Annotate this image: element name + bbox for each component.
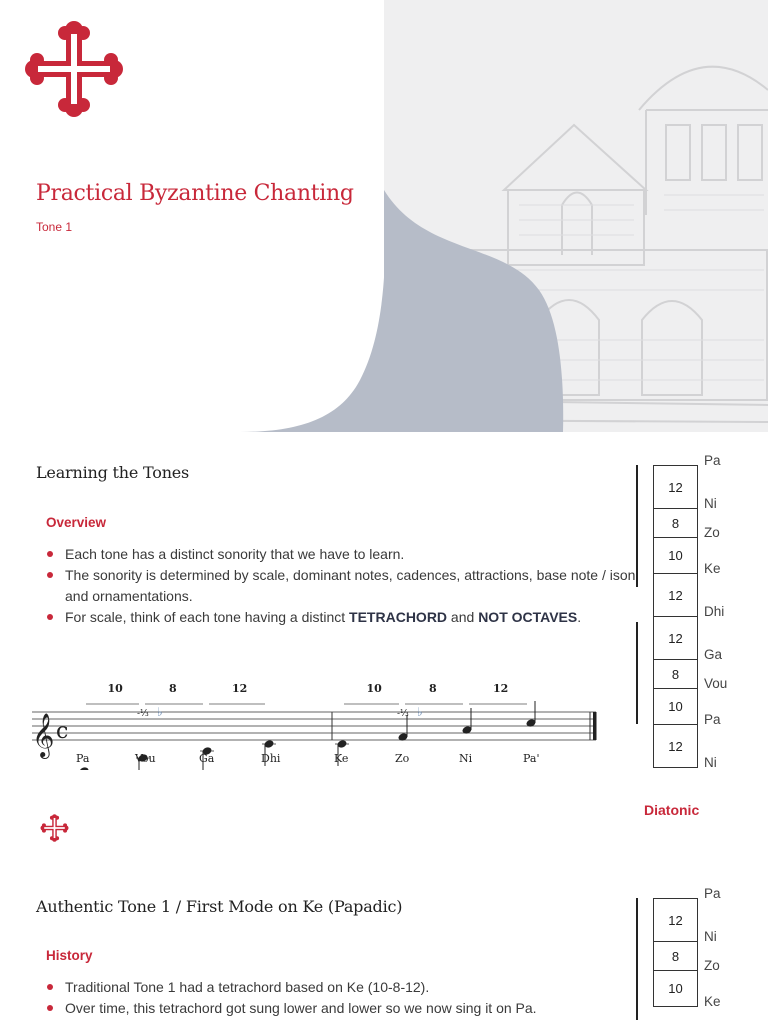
final-bar (593, 712, 597, 740)
interval-box: 12 (653, 573, 698, 617)
section-heading: Learning the Tones (36, 463, 190, 482)
note-label: Zo (704, 525, 720, 540)
scale-caption: Diatonic (644, 802, 700, 818)
note-label: Pa (704, 712, 721, 728)
interval-label: 8 (169, 682, 177, 695)
note-label: Ni (704, 496, 717, 512)
bullet-list (46, 977, 636, 1019)
note-name: Ni (459, 752, 473, 765)
interval-box: 8 (653, 941, 698, 971)
interval-box: 12 (653, 898, 698, 942)
decorative-shape (384, 0, 768, 432)
note-label: Pa (704, 453, 721, 468)
bullet-item (46, 544, 636, 565)
bullet-text: Each tone has a distinct sonority that we have to learn. (65, 546, 405, 562)
interval-box: 12 (653, 465, 698, 509)
music-staff (26, 676, 606, 770)
note-name: Pa (76, 752, 90, 765)
note-label: Ke (704, 561, 721, 576)
hero-background (384, 0, 768, 432)
note-name: Dhi (261, 752, 281, 765)
tetrachord-bar (636, 622, 638, 724)
bullet-text: . (577, 609, 582, 625)
time-signature: c (56, 719, 69, 744)
treble-clef: 𝄞 (32, 713, 55, 757)
note-label: Ni (704, 755, 717, 771)
bullet-text: For scale, think of each tone having a distinct (65, 609, 350, 625)
cross-icon (24, 20, 124, 118)
tetrachord-bar (636, 898, 638, 1020)
note-name: Vou (135, 752, 156, 765)
note-name: Pa' (523, 752, 540, 765)
scale-diagram (636, 455, 768, 795)
note-label: Dhi (704, 604, 725, 620)
flat-sign: ♭ (417, 705, 423, 719)
cross-icon (40, 814, 69, 842)
interval-label: 10 (366, 682, 382, 695)
section-subheading: History (46, 948, 93, 963)
note-head (79, 766, 90, 770)
interval-box: 10 (653, 970, 698, 1007)
note-name: Ga (199, 752, 215, 765)
note-label: Zo (704, 958, 720, 973)
note-label: Ke (704, 994, 721, 1009)
note-label: Vou (704, 676, 728, 692)
interval-label: 12 (493, 682, 509, 695)
adjust-label: -⅓ (397, 709, 409, 719)
note-name: Zo (395, 752, 410, 765)
bullet-text: Traditional Tone 1 had a tetrachord based on Ke (10-8-12). (65, 979, 430, 995)
note-label: Ni (704, 929, 717, 945)
bullet-text: Over time, this tetrachord got sung lower and lower so we now sing it on Pa. (65, 1000, 537, 1016)
scale-diagram (636, 888, 768, 1024)
note-label: Pa (704, 888, 721, 901)
interval-box: 12 (653, 724, 698, 768)
interval-box: 8 (653, 659, 698, 689)
interval-box: 10 (653, 688, 698, 725)
page-title: Practical Byzantine Chanting (36, 181, 354, 206)
interval-label: 10 (107, 682, 123, 695)
hero-fade (240, 0, 386, 432)
note-label: Ga (704, 647, 723, 663)
flat-sign: ♭ (157, 705, 163, 719)
bullet-item (46, 607, 636, 628)
section-heading: Authentic Tone 1 / First Mode on Ke (Papadic) (36, 897, 403, 916)
interval-box: 8 (653, 508, 698, 538)
bold-text: NOT OCTAVES (478, 609, 578, 625)
interval-box: 12 (653, 616, 698, 660)
bullet-item (46, 998, 636, 1019)
interval-box: 10 (653, 537, 698, 574)
note-name: Ke (334, 752, 349, 765)
bullet-item (46, 565, 636, 607)
adjust-label: -⅓ (137, 709, 149, 719)
bullet-text: and (447, 609, 479, 625)
bullet-list (46, 544, 636, 628)
bullet-text: The sonority is determined by scale, dominant notes, cadences, attractions, base note / ison and ornamentations. (65, 567, 636, 604)
bold-text: TETRACHORD (349, 609, 448, 625)
interval-label: 8 (429, 682, 437, 695)
tetrachord-bar (636, 465, 638, 587)
page-subtitle: Tone 1 (36, 220, 73, 234)
interval-label: 12 (232, 682, 248, 695)
bullet-item (46, 977, 636, 998)
section-subheading: Overview (46, 515, 107, 530)
